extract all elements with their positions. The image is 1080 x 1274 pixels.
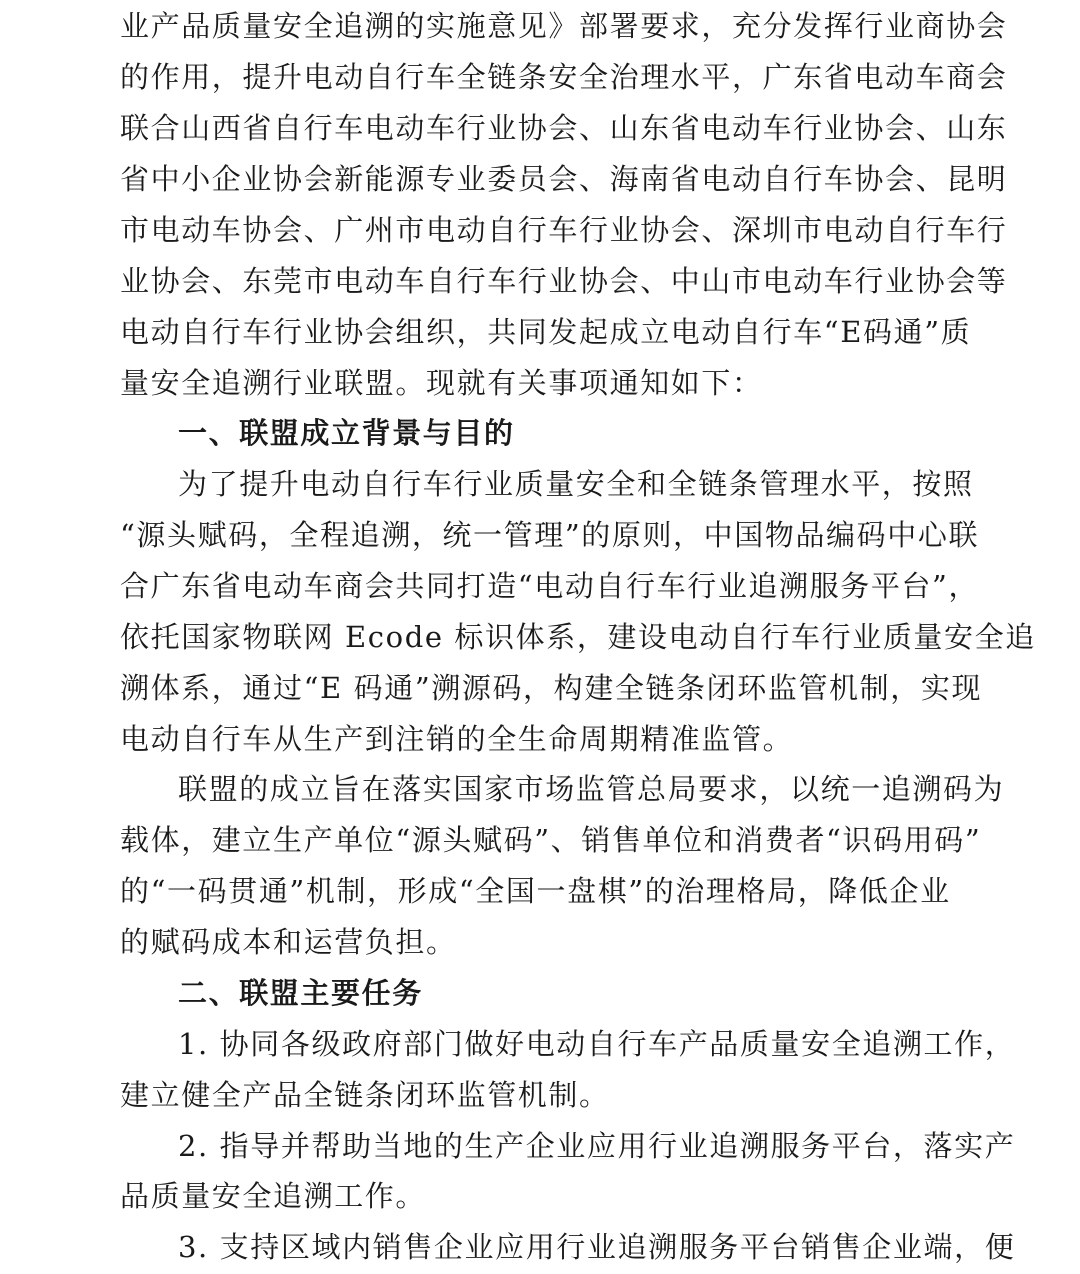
task-item-1: 1. 协同各级政府部门做好电动自行车产品质量安全追溯工作， xyxy=(178,1027,1016,1061)
paragraph-line: 的赋码成本和运营负担。 xyxy=(120,925,457,959)
paragraph-line: 电动自行车从生产到注销的全生命周期精准监管。 xyxy=(120,722,794,756)
paragraph-line: 的作用，提升电动自行车全链条安全治理水平，广东省电动车商会 xyxy=(120,60,1008,94)
paragraph-line: 量安全追溯行业联盟。现就有关事项通知如下： xyxy=(120,366,763,400)
paragraph-line: 市电动车协会、广州市电动自行车行业协会、深圳市电动自行车行 xyxy=(120,213,1008,247)
section-heading-2: 二、联盟主要任务 xyxy=(178,976,423,1010)
paragraph-line: 依托国家物联网 Ecode 标识体系，建设电动自行车行业质量安全追 xyxy=(120,620,1036,654)
paragraph-line: 电动自行车行业协会组织，共同发起成立电动自行车“E码通”质 xyxy=(120,315,972,349)
paragraph-line: 联盟的成立旨在落实国家市场监管总局要求，以统一追溯码为 xyxy=(178,772,1005,806)
task-item-2: 2. 指导并帮助当地的生产企业应用行业追溯服务平台，落实产 xyxy=(178,1129,1016,1163)
paragraph-line: 溯体系，通过“E 码通”溯源码，构建全链条闭环监管机制，实现 xyxy=(120,671,983,705)
paragraph-line: 载体，建立生产单位“源头赋码”、销售单位和消费者“识码用码” xyxy=(120,823,982,857)
paragraph-line: 为了提升电动自行车行业质量安全和全链条管理水平，按照 xyxy=(178,467,974,501)
paragraph-line: 省中小企业协会新能源专业委员会、海南省电动自行车协会、昆明 xyxy=(120,162,1008,196)
paragraph-line: 合广东省电动车商会共同打造“电动自行车行业追溯服务平台”， xyxy=(120,569,980,603)
paragraph-line: 品质量安全追溯工作。 xyxy=(120,1179,427,1213)
paragraph-line: 联合山西省自行车电动车行业协会、山东省电动车行业协会、山东 xyxy=(120,111,1008,145)
paragraph-line: 业产品质量安全追溯的实施意见》部署要求，充分发挥行业商协会 xyxy=(120,9,1008,43)
paragraph-line: 的“一码贯通”机制，形成“全国一盘棋”的治理格局，降低企业 xyxy=(120,874,951,908)
paragraph-line: 建立健全产品全链条闭环监管机制。 xyxy=(120,1078,610,1112)
section-heading-1: 一、联盟成立背景与目的 xyxy=(178,416,515,450)
task-item-3: 3. 支持区域内销售企业应用行业追溯服务平台销售企业端，便 xyxy=(178,1230,1016,1264)
paragraph-line: “源头赋码，全程追溯，统一管理”的原则，中国物品编码中心联 xyxy=(120,518,980,552)
paragraph-line: 业协会、东莞市电动车自行车行业协会、中山市电动车行业协会等 xyxy=(120,264,1008,298)
